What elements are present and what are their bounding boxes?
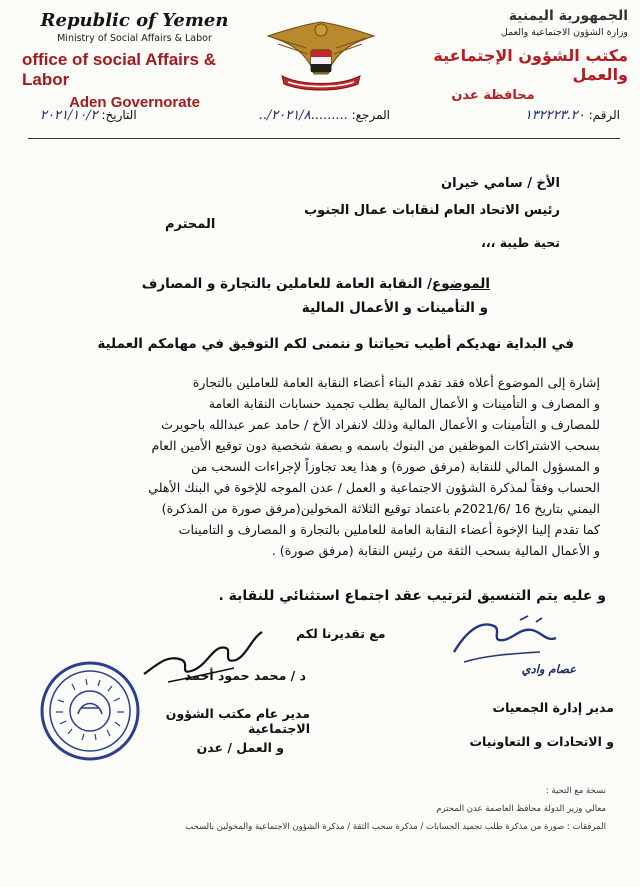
left-signatory-title-2: و العمل / عدن xyxy=(196,740,284,755)
reference-date-value: ٢٠٢١/١٠/٢ xyxy=(40,108,98,123)
reference-number-value: ١٣٢٢٢٣.٢٠ xyxy=(524,108,585,123)
arabic-header xyxy=(398,8,628,103)
subject-label: الموضوع xyxy=(432,276,490,292)
body-line: و المسؤول المالي للنقابة (مرفق صورة) و هذا يعد تجاوزاً لإجراءات السحب من xyxy=(191,459,600,474)
body-line: الحساب وفقاً لمذكرة الشؤون الاجتماعية و العمل / عدن الموجه للإخوة في البنك الأهلي xyxy=(148,480,600,495)
body-line: و المصارف و التأمينات و الأعمال المالية بطلب تجميد حسابات النقابة العامة xyxy=(208,396,600,411)
header-divider xyxy=(28,138,620,139)
cc-attachments: المرفقات : صورة من مذكرة طلب تجميد الحسابات / مذكرة سحب الثقة / مذكرة الشؤون الاجتماعية والمخولين بالسحب xyxy=(185,822,606,832)
reference-ref-value: .........٢٠٢١/٨/.. xyxy=(258,108,348,123)
recipient-name: الأخ / سامي خيران xyxy=(440,176,560,191)
official-seal-stamp xyxy=(38,660,142,762)
body-line: للمصارف و التأمينات و الأعمال المالية وذلك لانفراد الأخ / حامد عمر عبدالله باحويرث xyxy=(161,417,600,432)
opening-line: في البداية نهديكم أطيب تحياتنا و نتمنى لكم التوفيق في مهامكم العملية xyxy=(97,336,574,352)
reference-number-label: الرقم: xyxy=(588,108,620,122)
reference-date-label: التاريخ: xyxy=(101,108,137,122)
reference-ref xyxy=(259,108,390,123)
body-line: إشارة إلى الموضوع أعلاه فقد تقدم البناء أعضاء النقابة العامة للعاملين بالتجارة xyxy=(192,375,600,390)
ar-republic-title: الجمهورية اليمنية xyxy=(508,8,628,24)
greeting: تحية طيبة ،،، xyxy=(481,235,560,250)
reference-date xyxy=(40,108,137,123)
reference-number xyxy=(525,108,620,123)
right-signatory-title-2: و الاتحادات و التعاونيات xyxy=(469,734,614,749)
handwritten-signature-right xyxy=(450,612,560,672)
regards: مع تقديرنا لكم xyxy=(296,626,386,641)
ar-ministry: وزارة الشؤون الاجتماعية والعمل xyxy=(500,27,628,38)
left-signatory-title-1: مدير عام مكتب الشؤون الاجتماعية xyxy=(165,706,310,736)
cc-recipient: معالي وزير الدولة محافظ العاصمة عدن المحترم xyxy=(436,804,606,814)
recipient-title: رئيس الاتحاد العام لنقابات عمال الجنوب xyxy=(304,203,560,218)
body-line: اليمني بتاريخ 16 /2021/6م باعتماد توقيع الثلاثة المخولين(مرفق صورة من المذكرة) xyxy=(161,501,600,516)
en-office-title: office of social Affairs & Labor xyxy=(22,50,216,89)
handwritten-signature-left xyxy=(138,624,268,694)
reference-ref-label: المرجع: xyxy=(351,108,390,122)
right-signatory-title-1: مدير إدارة الجمعيات xyxy=(492,700,614,715)
cc-heading: نسخة مع التحية : xyxy=(545,786,606,796)
subject-line-2: و التأمينات و الأعمال المالية xyxy=(301,300,488,316)
en-republic-title: Republic of Yemen xyxy=(40,10,229,31)
en-governorate: Aden Governorate xyxy=(69,94,200,111)
right-signatory-name: عصام وادي xyxy=(521,662,576,676)
body-line: كما تقدم إلينا الإخوة أعضاء النقابة العامة للعاملين بالتجارة و المصارف و التامينات xyxy=(178,522,600,537)
en-ministry: Ministry of Social Affairs & Labor xyxy=(57,33,212,44)
left-signatory-name: د / محمد حمود أحمد xyxy=(184,668,306,683)
closing-line: و عليه يتم التنسيق لترتيب عقد اجتماع استثنائي للنقابة . xyxy=(218,588,606,604)
subject-line-1 xyxy=(142,276,490,292)
recipient-honorific: المحترم xyxy=(165,217,216,232)
ar-office-title: مكتب الشؤون الإجتماعية والعمل xyxy=(433,46,628,84)
subject-text-1: / النقابة العامة للعاملين بالتجارة و المصارف xyxy=(141,276,433,292)
ar-governorate: محافظة عدن xyxy=(451,88,535,103)
reference-row xyxy=(40,108,620,134)
cc-block xyxy=(185,786,606,840)
body-line: بسحب الاشتراكات الموظفين من البنوك باسمه و بصفة شخصية دون توقيع الأمين العام xyxy=(151,438,600,453)
body-line: و الأعمال المالية بسحب الثقة من رئيس النقابة (مرفق صورة) . xyxy=(271,543,600,558)
yemen-eagle-emblem-icon xyxy=(262,14,380,94)
english-header xyxy=(22,10,247,111)
